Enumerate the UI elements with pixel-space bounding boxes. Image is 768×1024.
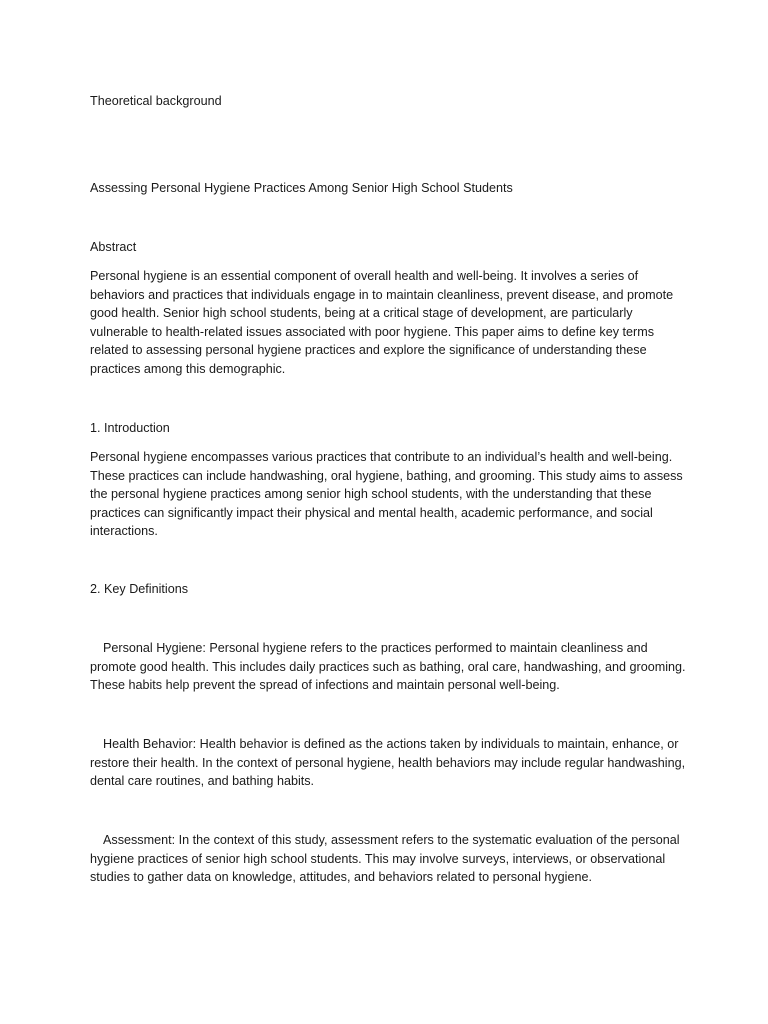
abstract-heading: Abstract — [90, 240, 137, 254]
definition-personal-hygiene: Personal Hygiene: Personal hygiene refers to the practices performed to maintain cleanliness and promote good health. This includes daily practices such as bathing, oral care, handwashing, and grooming. These habits help prevent the spread of infections and maintain personal well-being. — [90, 641, 686, 693]
abstract-body: Personal hygiene is an essential component of overall health and well-being. It involves a series of behaviors and practices that individuals engage in to maintain cleanliness, prevent disease, and promote good health. Senior high school students, being at a critical stage of development, are particularly vulnerable to health-related issues associated with poor hygiene. This paper aims to define key terms related to assessing personal hygiene practices and explore the significance of understanding these practices among this demographic. — [90, 269, 674, 376]
introduction-body: Personal hygiene encompasses various practices that contribute to an individual’s health and well-being. These practices can include handwashing, oral hygiene, bathing, and grooming. This study aims to assess the personal hygiene practices among senior high school students, with the understanding that these practices can significantly impact their physical and mental health, academic performance, and social interactions. — [90, 450, 683, 539]
definition-health-behavior: Health Behavior: Health behavior is defined as the actions taken by individuals to maintain, enhance, or restore their health. In the context of personal hygiene, health behaviors may include regular handwashing, dental care routines, and bathing habits. — [90, 737, 686, 789]
paper-title: Assessing Personal Hygiene Practices Among Senior High School Students — [90, 181, 513, 195]
section-heading: Theoretical background — [90, 94, 222, 108]
key-definitions-heading: 2. Key Definitions — [90, 582, 189, 596]
introduction-heading: 1. Introduction — [90, 421, 170, 435]
definition-assessment: Assessment: In the context of this study, assessment refers to the systematic evaluation of the personal hygiene practices of senior high school students. This may involve surveys, interviews, or observational studies to gather data on knowledge, attitudes, and behaviors related to personal hygiene. — [90, 833, 680, 885]
